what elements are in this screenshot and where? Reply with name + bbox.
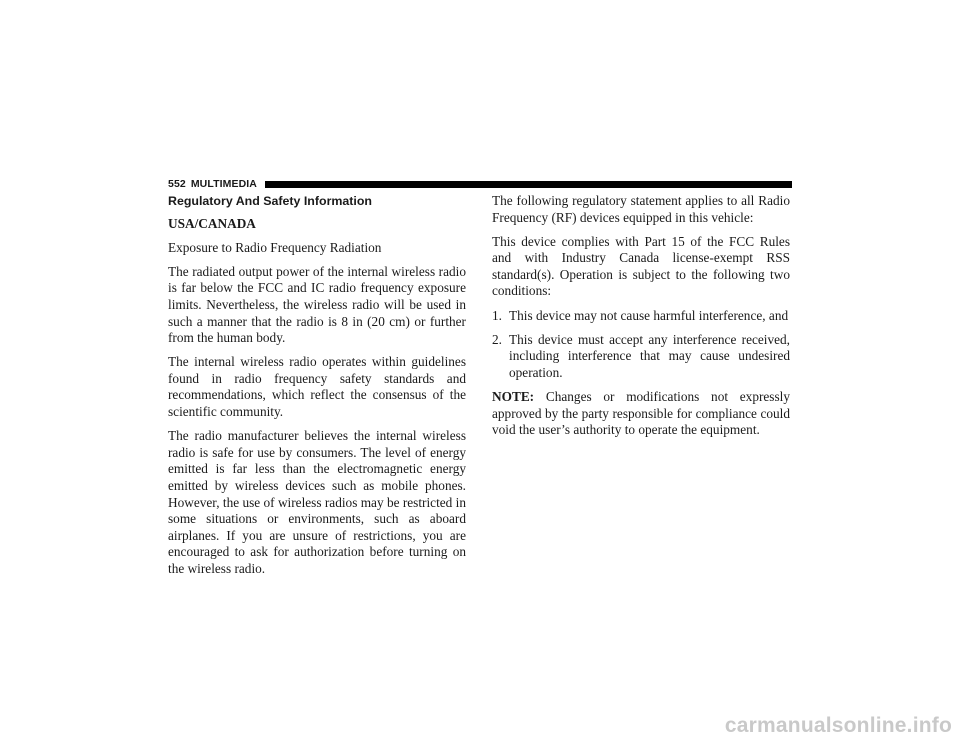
- list-item: [492, 308, 790, 325]
- region-subheading: USA/CANADA: [168, 215, 256, 231]
- note-paragraph: [492, 389, 790, 439]
- paragraph-regulatory-statement: The following regulatory statement applies to all Radio Frequency (RF) devices equipped in this vehicle:: [492, 193, 790, 225]
- paragraph-guidelines: The internal wireless radio operates within guidelines found in radio frequency safety standards and recommendations, which reflect the consensus of the scientific community.: [168, 354, 466, 420]
- list-text: This device must accept any interference received, including interference that may cause undesired operation.: [509, 331, 790, 380]
- list-item: [492, 332, 790, 382]
- left-column: [168, 193, 466, 585]
- list-number: 2.: [492, 331, 502, 347]
- right-column: [492, 193, 790, 446]
- list-number: 1.: [492, 307, 502, 323]
- page-number: 552: [168, 178, 186, 190]
- note-text: Changes or modifications not expressly approved by the party responsible for compliance could void the user’s authority to operate the equipment.: [492, 388, 790, 438]
- list-text: This device may not cause harmful interference, and: [509, 307, 789, 323]
- header-rule: [265, 181, 792, 188]
- section-title: MULTIMEDIA: [190, 178, 257, 190]
- paragraph-exposure-title: Exposure to Radio Frequency Radiation: [168, 239, 382, 255]
- paragraph-manufacturer: The radio manufacturer believes the internal wireless radio is safe for use by consumers. The level of energy emitted is far less than the electromagnetic energy emitted by wireless devices such as mobile phones. However, the use of wireless radios may be restricted in some situations or environments, such as aboard airplanes. If you are unsure of restrictions, you are encouraged to ask for authorization before turning on the wireless radio.: [168, 428, 466, 576]
- paragraph-fcc-compliance: This device complies with Part 15 of the FCC Rules and with Industry Canada license-exempt RSS standard(s). Operation is subject to the following two conditions:: [492, 233, 790, 299]
- page-header: [168, 177, 792, 191]
- paragraph-output-power: The radiated output power of the internal wireless radio is far below the FCC and IC radio frequency exposure limits. Nevertheless, the wireless radio will be used in such a manner that the radio is 8 in (20 cm) or further from the human body.: [168, 263, 466, 346]
- section-heading: Regulatory And Safety Information: [168, 194, 373, 208]
- note-label: NOTE:: [492, 388, 535, 404]
- watermark: carmanualsonline.info: [724, 714, 952, 737]
